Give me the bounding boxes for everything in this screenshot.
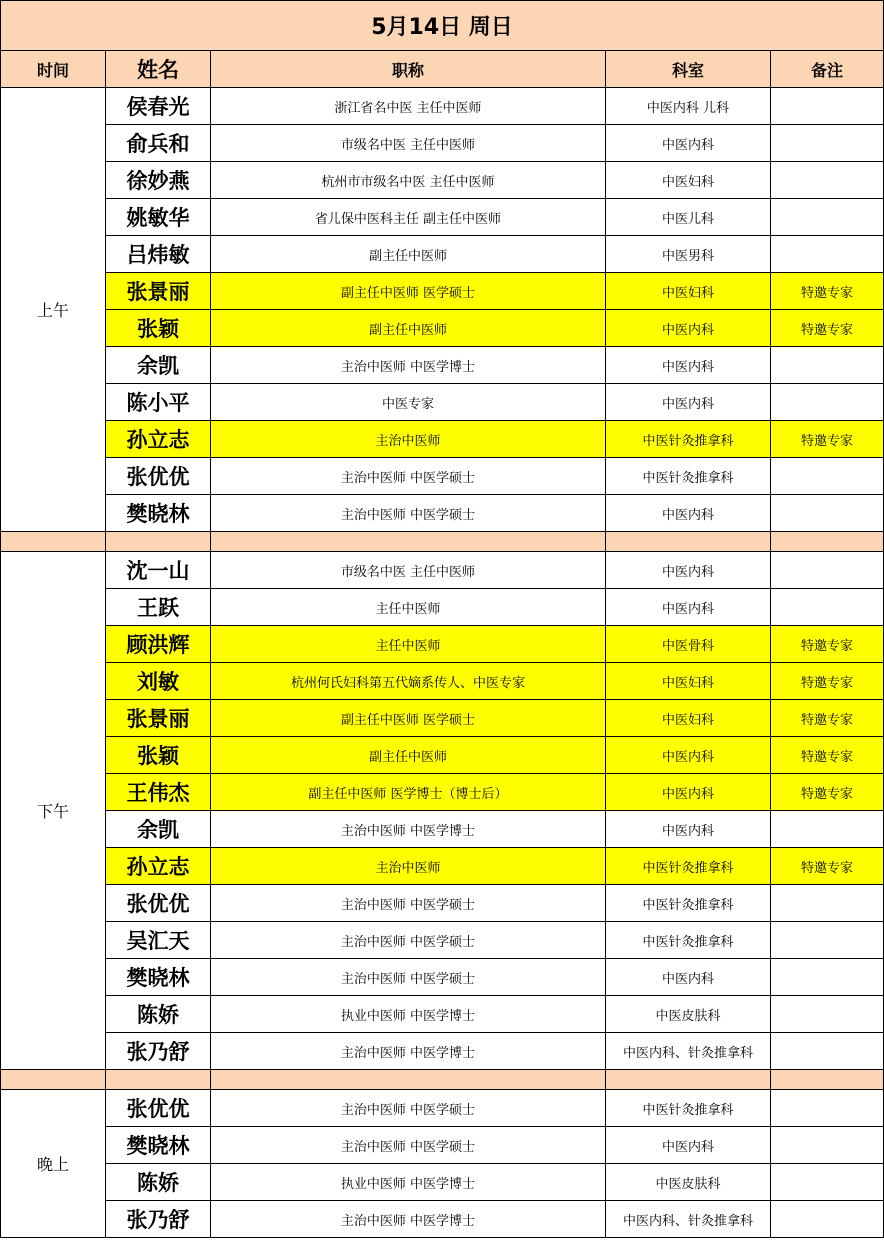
remark — [771, 1090, 884, 1127]
doctor-title: 主治中医师 — [211, 421, 606, 458]
schedule-row — [1, 1033, 884, 1070]
department: 中医妇科 — [606, 273, 771, 310]
remark — [771, 236, 884, 273]
department: 中医内科 — [606, 384, 771, 421]
remark — [771, 589, 884, 626]
doctor-name: 余凯 — [106, 811, 211, 848]
schedule-title: 5月14日 周日 — [1, 1, 884, 51]
doctor-title: 浙江省名中医 主任中医师 — [211, 88, 606, 125]
doctor-name: 樊晓林 — [106, 959, 211, 996]
schedule-row — [1, 1127, 884, 1164]
header-row — [1, 51, 884, 88]
separator-cell — [1, 1070, 106, 1090]
department: 中医内科 — [606, 310, 771, 347]
remark: 特邀专家 — [771, 774, 884, 811]
remark — [771, 88, 884, 125]
doctor-title: 副主任中医师 — [211, 310, 606, 347]
doctor-title: 主任中医师 — [211, 589, 606, 626]
schedule-row — [1, 996, 884, 1033]
department: 中医儿科 — [606, 199, 771, 236]
section-separator — [1, 532, 884, 552]
remark — [771, 1127, 884, 1164]
separator-cell — [211, 1070, 606, 1090]
header-time: 时间 — [1, 51, 106, 88]
header-note: 备注 — [771, 51, 884, 88]
department: 中医针灸推拿科 — [606, 885, 771, 922]
doctor-title: 副主任中医师 医学硕士 — [211, 273, 606, 310]
doctor-title: 副主任中医师 医学博士（博士后） — [211, 774, 606, 811]
doctor-title: 主治中医师 中医学硕士 — [211, 959, 606, 996]
doctor-name: 陈娇 — [106, 1164, 211, 1201]
department: 中医男科 — [606, 236, 771, 273]
doctor-name: 张乃舒 — [106, 1033, 211, 1070]
doctor-name: 樊晓林 — [106, 495, 211, 532]
doctor-name: 张优优 — [106, 458, 211, 495]
department: 中医内科 — [606, 552, 771, 589]
doctor-title: 杭州何氏妇科第五代嫡系传人、中医专家 — [211, 663, 606, 700]
doctor-title: 主治中医师 中医学硕士 — [211, 458, 606, 495]
doctor-title: 主治中医师 中医学硕士 — [211, 1127, 606, 1164]
doctor-title: 市级名中医 主任中医师 — [211, 125, 606, 162]
department: 中医内科、针灸推拿科 — [606, 1033, 771, 1070]
schedule-row — [1, 199, 884, 236]
doctor-title: 主治中医师 — [211, 848, 606, 885]
doctor-name: 张优优 — [106, 885, 211, 922]
remark: 特邀专家 — [771, 273, 884, 310]
department: 中医内科 — [606, 347, 771, 384]
remark — [771, 1164, 884, 1201]
remark — [771, 199, 884, 236]
department: 中医针灸推拿科 — [606, 421, 771, 458]
remark — [771, 125, 884, 162]
doctor-title: 主治中医师 中医学硕士 — [211, 922, 606, 959]
remark — [771, 458, 884, 495]
schedule-row — [1, 125, 884, 162]
separator-cell — [106, 1070, 211, 1090]
department: 中医针灸推拿科 — [606, 1090, 771, 1127]
period-cell: 下午 — [1, 552, 106, 1070]
department: 中医内科 — [606, 959, 771, 996]
department: 中医内科 — [606, 737, 771, 774]
remark — [771, 162, 884, 199]
period-cell: 上午 — [1, 88, 106, 532]
doctor-name: 张景丽 — [106, 273, 211, 310]
doctor-name: 陈娇 — [106, 996, 211, 1033]
schedule-row — [1, 737, 884, 774]
doctor-title: 市级名中医 主任中医师 — [211, 552, 606, 589]
section-separator — [1, 1070, 884, 1090]
separator-cell — [606, 532, 771, 552]
remark — [771, 552, 884, 589]
doctor-name: 姚敏华 — [106, 199, 211, 236]
doctor-title: 中医专家 — [211, 384, 606, 421]
department: 中医内科 — [606, 125, 771, 162]
schedule-row — [1, 552, 884, 589]
doctor-title: 执业中医师 中医学博士 — [211, 1164, 606, 1201]
schedule-row — [1, 922, 884, 959]
doctor-name: 吴汇天 — [106, 922, 211, 959]
header-name: 姓名 — [106, 51, 211, 88]
header-title: 职称 — [211, 51, 606, 88]
schedule-row — [1, 1090, 884, 1127]
schedule-row — [1, 384, 884, 421]
schedule-row — [1, 310, 884, 347]
schedule-row — [1, 589, 884, 626]
remark — [771, 347, 884, 384]
department: 中医妇科 — [606, 700, 771, 737]
schedule-row — [1, 347, 884, 384]
schedule-row — [1, 421, 884, 458]
schedule-row — [1, 700, 884, 737]
period-cell: 晚上 — [1, 1090, 106, 1238]
schedule-row — [1, 495, 884, 532]
department: 中医妇科 — [606, 663, 771, 700]
separator-cell — [771, 1070, 884, 1090]
doctor-title: 副主任中医师 医学硕士 — [211, 700, 606, 737]
schedule-row — [1, 663, 884, 700]
schedule-row — [1, 1201, 884, 1238]
schedule-row — [1, 88, 884, 125]
remark — [771, 885, 884, 922]
separator-cell — [1, 532, 106, 552]
department: 中医妇科 — [606, 162, 771, 199]
doctor-name: 徐妙燕 — [106, 162, 211, 199]
remark: 特邀专家 — [771, 700, 884, 737]
doctor-name: 孙立志 — [106, 421, 211, 458]
department: 中医内科、针灸推拿科 — [606, 1201, 771, 1238]
doctor-name: 张乃舒 — [106, 1201, 211, 1238]
remark — [771, 1033, 884, 1070]
doctor-name: 王伟杰 — [106, 774, 211, 811]
schedule-body — [1, 88, 884, 1238]
department: 中医皮肤科 — [606, 1164, 771, 1201]
schedule-row — [1, 273, 884, 310]
doctor-name: 余凯 — [106, 347, 211, 384]
schedule-row — [1, 848, 884, 885]
schedule-row — [1, 458, 884, 495]
separator-cell — [606, 1070, 771, 1090]
doctor-name: 孙立志 — [106, 848, 211, 885]
doctor-name: 张优优 — [106, 1090, 211, 1127]
remark: 特邀专家 — [771, 310, 884, 347]
title-row — [1, 1, 884, 51]
remark — [771, 384, 884, 421]
department: 中医骨科 — [606, 626, 771, 663]
schedule-row — [1, 885, 884, 922]
schedule-row — [1, 1164, 884, 1201]
remark: 特邀专家 — [771, 626, 884, 663]
doctor-name: 王跃 — [106, 589, 211, 626]
remark: 特邀专家 — [771, 663, 884, 700]
doctor-name: 樊晓林 — [106, 1127, 211, 1164]
doctor-title: 主任中医师 — [211, 626, 606, 663]
doctor-name: 吕炜敏 — [106, 236, 211, 273]
remark: 特邀专家 — [771, 848, 884, 885]
schedule-row — [1, 626, 884, 663]
schedule-row — [1, 959, 884, 996]
department: 中医内科 — [606, 589, 771, 626]
doctor-name: 张景丽 — [106, 700, 211, 737]
doctor-title: 副主任中医师 — [211, 236, 606, 273]
department: 中医内科 — [606, 774, 771, 811]
schedule-row — [1, 774, 884, 811]
department: 中医内科 — [606, 811, 771, 848]
doctor-title: 主治中医师 中医学博士 — [211, 811, 606, 848]
doctor-name: 陈小平 — [106, 384, 211, 421]
schedule-row — [1, 236, 884, 273]
doctor-name: 张颖 — [106, 737, 211, 774]
doctor-title: 主治中医师 中医学博士 — [211, 347, 606, 384]
remark — [771, 1201, 884, 1238]
remark — [771, 996, 884, 1033]
remark — [771, 959, 884, 996]
doctor-name: 刘敏 — [106, 663, 211, 700]
separator-cell — [211, 532, 606, 552]
doctor-title: 主治中医师 中医学硕士 — [211, 885, 606, 922]
schedule-row — [1, 811, 884, 848]
department: 中医皮肤科 — [606, 996, 771, 1033]
doctor-name: 俞兵和 — [106, 125, 211, 162]
remark — [771, 811, 884, 848]
separator-cell — [771, 532, 884, 552]
department: 中医内科 儿科 — [606, 88, 771, 125]
doctor-title: 副主任中医师 — [211, 737, 606, 774]
doctor-title: 主治中医师 中医学硕士 — [211, 495, 606, 532]
separator-cell — [106, 532, 211, 552]
doctor-name: 沈一山 — [106, 552, 211, 589]
remark — [771, 495, 884, 532]
department: 中医内科 — [606, 495, 771, 532]
doctor-title: 主治中医师 中医学硕士 — [211, 1090, 606, 1127]
doctor-title: 省儿保中医科主任 副主任中医师 — [211, 199, 606, 236]
doctor-title: 杭州市市级名中医 主任中医师 — [211, 162, 606, 199]
doctor-name: 张颖 — [106, 310, 211, 347]
doctor-title: 执业中医师 中医学博士 — [211, 996, 606, 1033]
doctor-title: 主治中医师 中医学博士 — [211, 1201, 606, 1238]
department: 中医针灸推拿科 — [606, 458, 771, 495]
schedule-row — [1, 162, 884, 199]
remark — [771, 922, 884, 959]
header-dept: 科室 — [606, 51, 771, 88]
department: 中医针灸推拿科 — [606, 848, 771, 885]
department: 中医针灸推拿科 — [606, 922, 771, 959]
remark: 特邀专家 — [771, 737, 884, 774]
remark: 特邀专家 — [771, 421, 884, 458]
department: 中医内科 — [606, 1127, 771, 1164]
doctor-name: 顾洪辉 — [106, 626, 211, 663]
doctor-title: 主治中医师 中医学博士 — [211, 1033, 606, 1070]
doctor-name: 侯春光 — [106, 88, 211, 125]
